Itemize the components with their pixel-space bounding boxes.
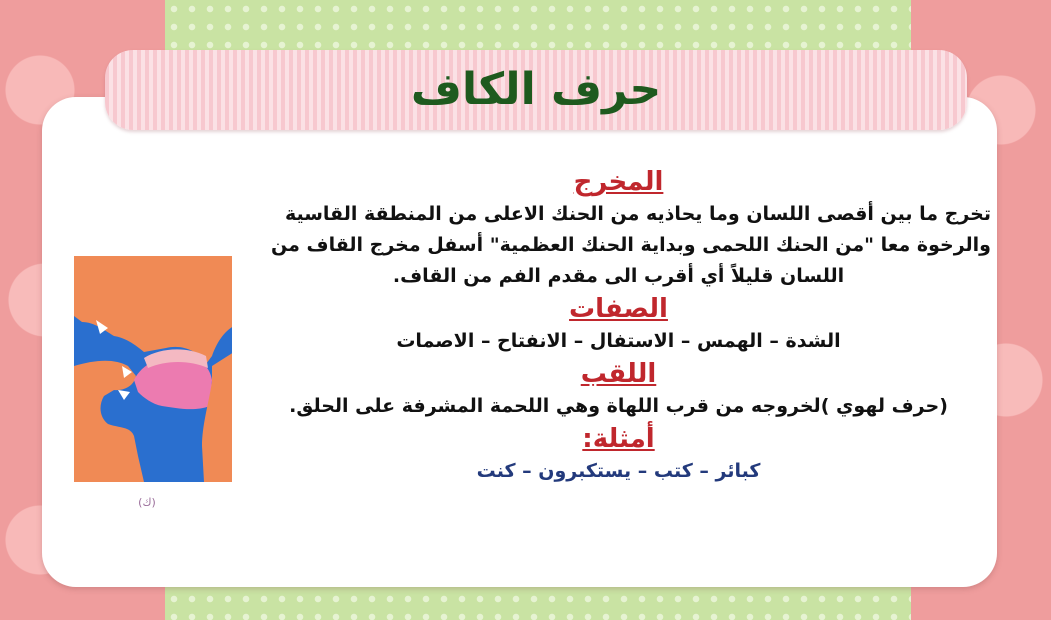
examples-heading: أمثلة: [582,424,655,454]
makhraj-line-2: والرخوة معا "من الحنك اللحمى وبداية الحنك العظمية" أسفل مخرج القاف من [271,234,991,256]
laqab-heading: اللقب [580,359,657,389]
laqab-text: (حرف لهوي )لخروجه من قرب اللهاة وهي اللحمة المشرفة على الحلق. [289,395,948,417]
examples-text: كبائر – كتب – يستكبرون – كنت [476,460,761,482]
sifat-text: الشدة – الهمس – الاستفال – الانفتاح – الاصمات [396,330,841,352]
makhraj-heading: المخرج [573,167,664,197]
sifat-heading: الصفات [569,294,668,324]
makhraj-paragraph [246,199,991,292]
lesson-content [246,165,991,486]
page-title: حرف الكاف [410,64,662,115]
mouth-cross-section-icon [74,256,240,482]
makhraj-line-3: اللسان قليلاً أي أقرب الى مقدم الفم من القاف. [392,265,845,287]
illustration-label: (ك) [138,496,156,509]
makhraj-line-1: تخرج ما بين أقصى اللسان وما يحاذيه من الحنك الاعلى من المنطقة القاسية [284,203,991,225]
